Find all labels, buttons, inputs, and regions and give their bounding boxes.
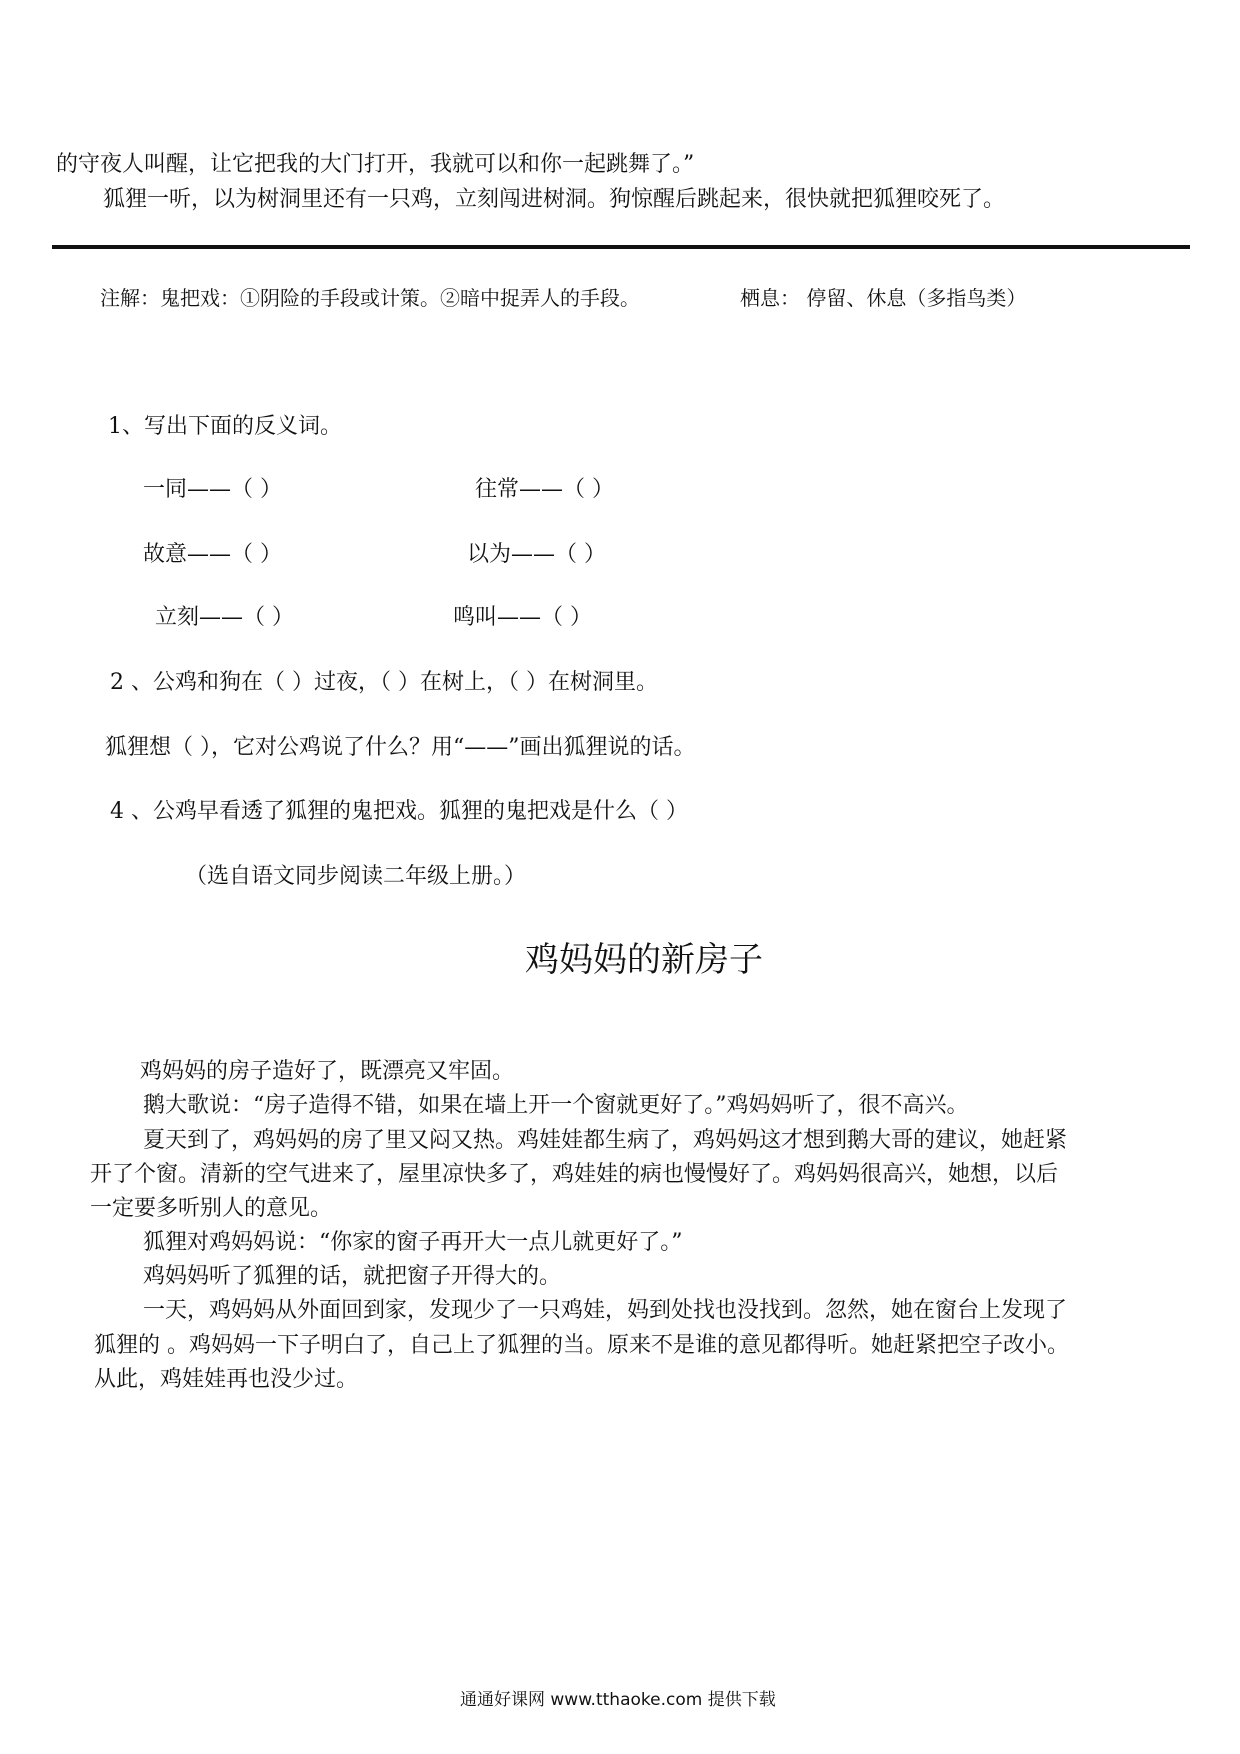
antonym-pair: 一同——（ ）: [143, 477, 282, 502]
note-ghost-trick: 注解：鬼把戏：①阴险的手段或计策。②暗中捉弄人的手段。: [100, 286, 640, 310]
note-perch: 栖息： 停留、休息（多指鸟类）: [740, 286, 1027, 310]
question-4: 4 、公鸡早看透了狐狸的鬼把戏。狐狸的鬼把戏是什么（ ）: [110, 799, 688, 824]
story1-line-2: 狐狸一听，以为树洞里还有一只鸡，立刻闯进树洞。狗惊醒后跳起来，很快就把狐狸咬死了。: [103, 187, 1006, 212]
story-line: 夏天到了，鸡妈妈的房了里又闷又热。鸡娃娃都生病了，鸡妈妈这才想到鹅大哥的建议，她赶紧: [143, 1128, 1068, 1153]
question-3: 狐狸想（ ），它对公鸡说了什么？用“——”画出狐狸说的话。: [105, 735, 696, 760]
question-1-title: 1、写出下面的反义词。: [108, 414, 342, 439]
story-line: 狐狸的 。鸡妈妈一下子明白了，自己上了狐狸的当。原来不是谁的意见都得听。她赶紧把空子改小。: [94, 1333, 1069, 1358]
story-line: 鹅大歌说：“房子造得不错，如果在墙上开一个窗就更好了。”鸡妈妈听了，很不高兴。: [143, 1093, 969, 1118]
story-line: 从此，鸡娃娃再也没少过。: [94, 1367, 359, 1392]
story-line: 一定要多听别人的意见。: [90, 1196, 333, 1221]
source-note: （选自语文同步阅读二年级上册。）: [185, 864, 527, 889]
antonym-pair: 往常——（ ）: [475, 477, 614, 502]
story-title: 鸡妈妈的新房子: [525, 940, 763, 980]
story1-line-1: 的守夜人叫醒，让它把我的大门打开，我就可以和你一起跳舞了。”: [56, 152, 695, 177]
story-line: 狐狸对鸡妈妈说：“你家的窗子再开大一点儿就更好了。”: [143, 1230, 683, 1255]
story-line: 鸡妈妈听了狐狸的话，就把窗子开得大的。: [143, 1264, 562, 1289]
story-line: 鸡妈妈的房子造好了，既漂亮又牢固。: [140, 1059, 515, 1084]
question-2: 2 、公鸡和狗在（ ）过夜，（ ）在树上，（ ）在树洞里。: [110, 670, 658, 695]
divider-line: [52, 245, 1190, 249]
story-line: 一天，鸡妈妈从外面回到家，发现少了一只鸡娃，妈到处找也没找到。忽然，她在窗台上发现了: [143, 1298, 1068, 1323]
antonym-pair: 鸣叫——（ ）: [453, 605, 592, 630]
antonym-pair: 以为——（ ）: [467, 542, 606, 567]
footer-credit: 通通好课网 www.tthaoke.com 提供下载: [460, 1690, 776, 1710]
antonym-pair: 故意——（ ）: [143, 542, 282, 567]
antonym-pair: 立刻——（ ）: [155, 605, 294, 630]
story-line: 开了个窗。清新的空气进来了，屋里凉快多了，鸡娃娃的病也慢慢好了。鸡妈妈很高兴，她想，以后: [90, 1162, 1059, 1187]
